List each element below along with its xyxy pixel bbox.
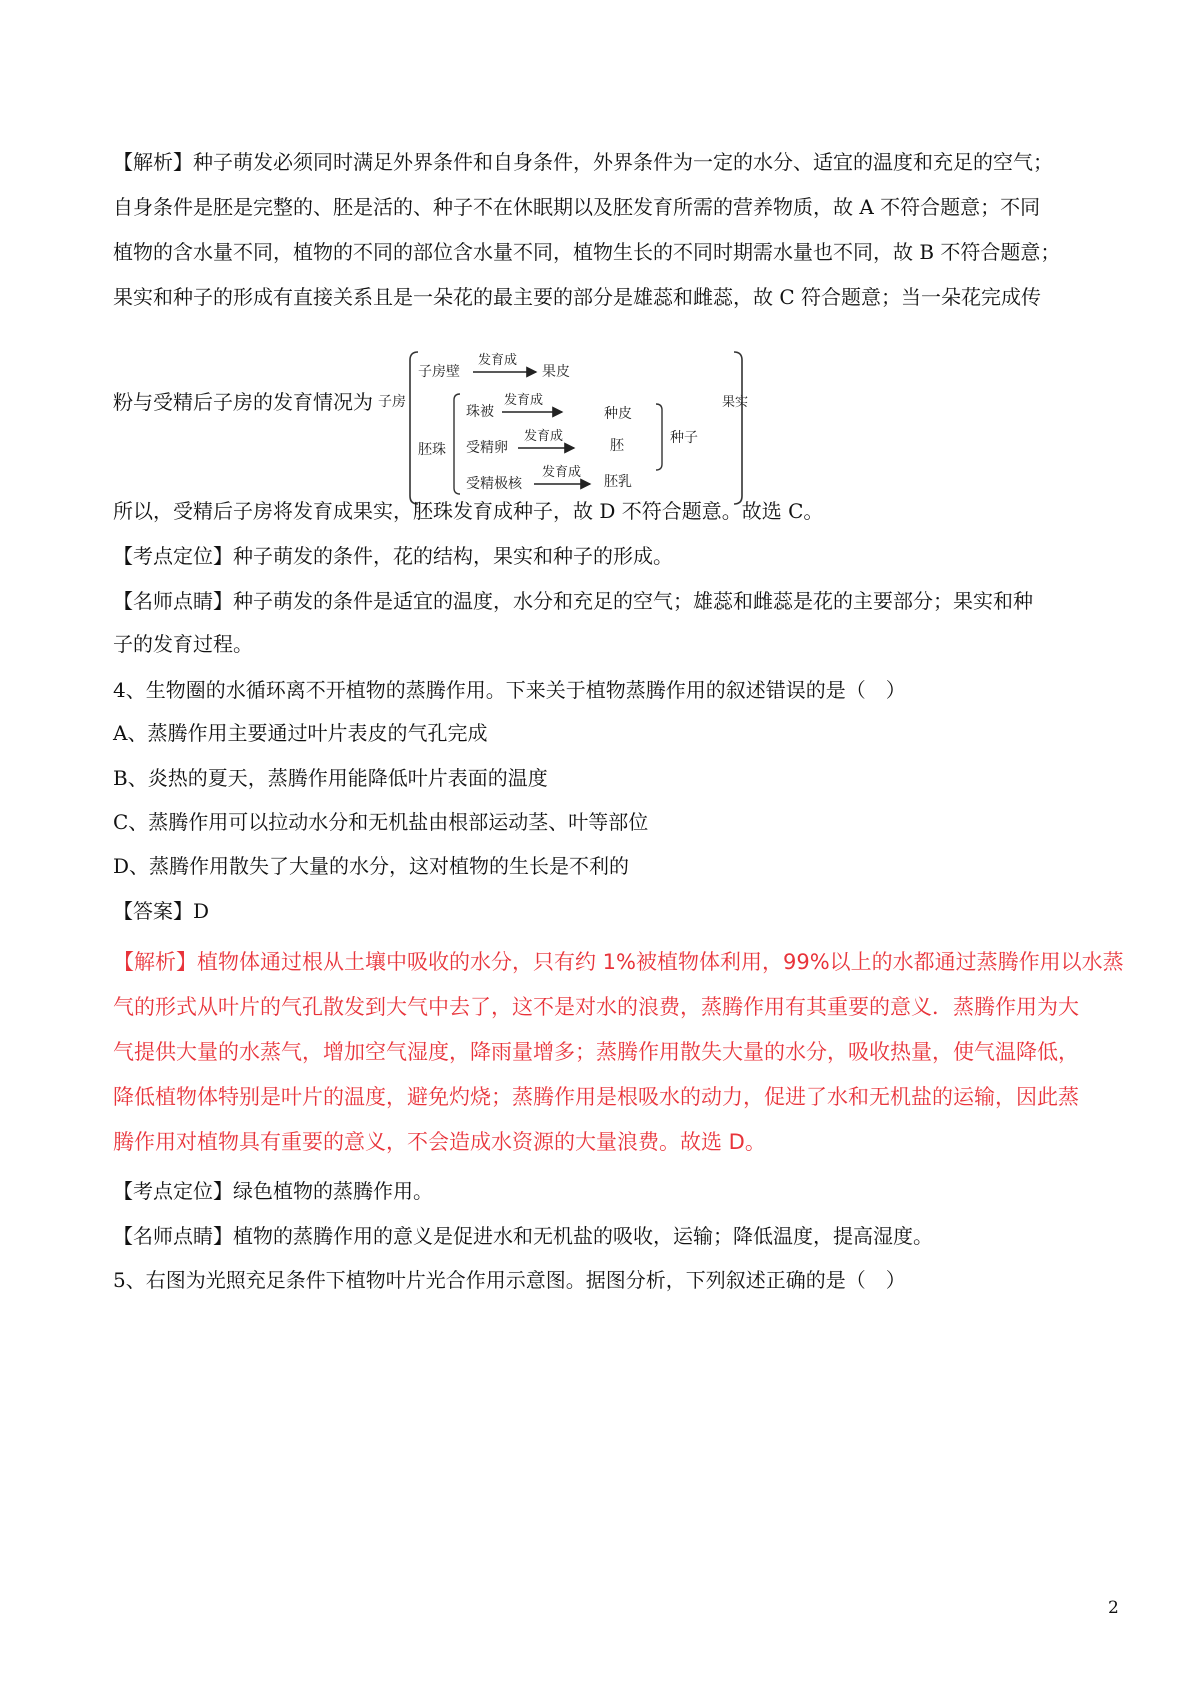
- analysis-line-2: 自身条件是胚是完整的、胚是活的、种子不在休眠期以及胚发育所需的营养物质，故 A 不符合题意；不同: [113, 195, 1041, 219]
- develops-into-label-4: 发育成: [542, 465, 582, 480]
- ovule-label: 胚珠: [418, 442, 446, 458]
- question-4-option-d: D、蒸腾作用散失了大量的水分，这对植物的生长是不利的: [113, 854, 630, 878]
- analysis-red-line-4: 降低植物体特别是叶片的温度，避免灼烧；蒸腾作用是根吸水的动力，促进了水和无机盐的运输，因此蒸: [113, 1085, 1079, 1109]
- question-4-option-b: B、炎热的夏天，蒸腾作用能降低叶片表面的温度: [113, 766, 548, 790]
- ovary-label: 子房: [378, 394, 406, 410]
- analysis-red-line-1: 【解析】植物体通过根从土壤中吸收的水分，只有约 1%被植物体利用，99%以上的水都通过蒸腾作用以水蒸: [113, 950, 1124, 974]
- question-4: 4、生物圈的水循环离不开植物的蒸腾作用。下来关于植物蒸腾作用的叙述错误的是（ ）: [113, 678, 906, 702]
- key-point-2: 【考点定位】绿色植物的蒸腾作用。: [113, 1179, 433, 1203]
- analysis-red-line-3: 气提供大量的水蒸气，增加空气湿度，降雨量增多；蒸腾作用散失大量的水分，吸收热量，使气温降低，: [113, 1040, 1079, 1064]
- embryo-label: 胚: [610, 438, 624, 454]
- fruit-label: 果实: [722, 395, 749, 410]
- develops-into-label-3: 发育成: [524, 429, 564, 444]
- fertilized-egg-label: 受精卵: [466, 440, 508, 456]
- analysis-line-5: 粉与受精后子房的发育情况为: [113, 390, 373, 414]
- develops-into-label-2: 发育成: [504, 393, 544, 408]
- ovary-wall-label: 子房壁: [418, 364, 460, 380]
- teacher-tip-2: 【名师点睛】植物的蒸腾作用的意义是促进水和无机盐的吸收，运输；降低温度，提高湿度。: [113, 1224, 933, 1248]
- question-5: 5、右图为光照充足条件下植物叶片光合作用示意图。据图分析，下列叙述正确的是（ ）: [113, 1268, 906, 1292]
- pericarp-label: 果皮: [542, 364, 570, 380]
- integument-label: 珠被: [466, 404, 494, 420]
- page-number: 2: [1108, 1598, 1119, 1618]
- analysis-line-3: 植物的含水量不同，植物的不同的部位含水量不同，植物生长的不同时期需水量也不同，故 B 不符合题意；: [113, 240, 1061, 264]
- seed-label: 种子: [670, 430, 698, 446]
- question-4-option-c: C、蒸腾作用可以拉动水分和无机盐由根部运动茎、叶等部位: [113, 810, 649, 834]
- answer-4: 【答案】D: [113, 899, 210, 923]
- analysis-line-4: 果实和种子的形成有直接关系且是一朵花的最主要的部分是雄蕊和雌蕊，故 C 符合题意；当一朵花完成传: [113, 285, 1042, 309]
- teacher-tip-1-line-2: 子的发育过程。: [113, 632, 253, 656]
- analysis-red-line-2: 气的形式从叶片的气孔散发到大气中去了，这不是对水的浪费，蒸腾作用有其重要的意义．蒸腾作用为大: [113, 995, 1079, 1019]
- seed-coat-label: 种皮: [604, 406, 632, 422]
- question-4-option-a: A、蒸腾作用主要通过叶片表皮的气孔完成: [113, 721, 488, 745]
- develops-into-label-1: 发育成: [478, 353, 518, 368]
- analysis-line-6: 所以，受精后子房将发育成果实，胚珠发育成种子，故 D 不符合题意。故选 C。: [113, 499, 824, 523]
- endosperm-label: 胚乳: [604, 474, 632, 490]
- fertilized-polar-label: 受精极核: [466, 476, 522, 492]
- ovary-development-diagram: [378, 346, 762, 512]
- teacher-tip-1-line-1: 【名师点睛】种子萌发的条件是适宜的温度，水分和充足的空气；雄蕊和雌蕊是花的主要部分；果实和种: [113, 589, 1033, 613]
- analysis-line-1: 【解析】种子萌发必须同时满足外界条件和自身条件，外界条件为一定的水分、适宜的温度和充足的空气；: [113, 150, 1053, 174]
- key-point-1: 【考点定位】种子萌发的条件，花的结构，果实和种子的形成。: [113, 544, 673, 568]
- analysis-red-line-5: 腾作用对植物具有重要的意义，不会造成水资源的大量浪费。故选 D。: [113, 1130, 766, 1154]
